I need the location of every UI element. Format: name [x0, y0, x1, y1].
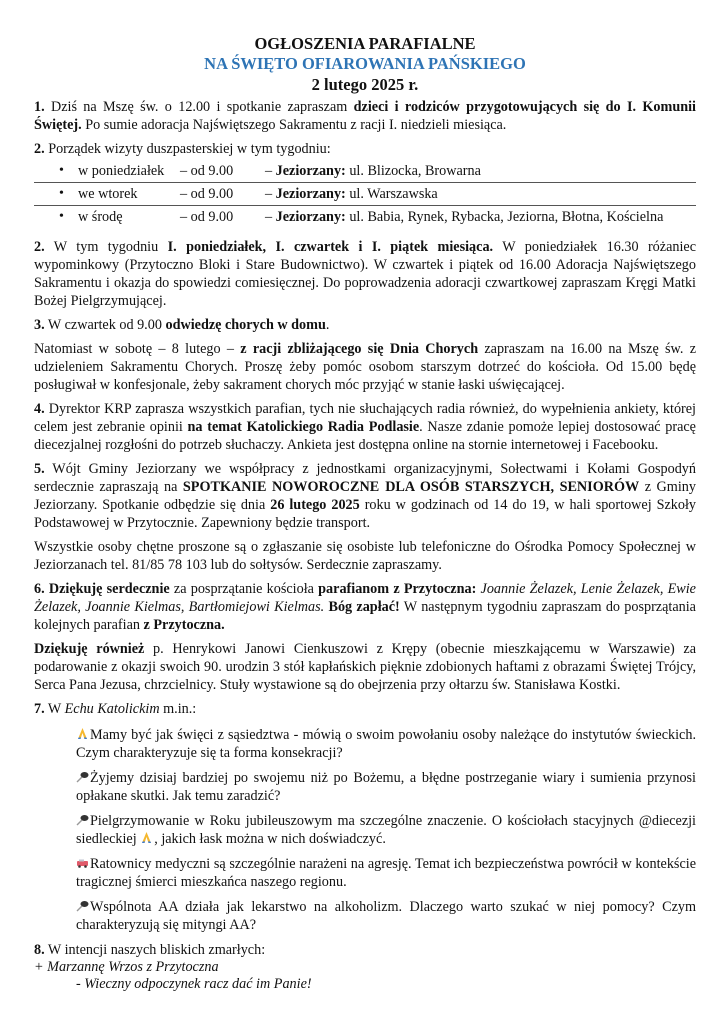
schedule-day: we wtorek	[78, 186, 138, 202]
schedule-place	[265, 183, 438, 205]
event-audience: DLA OSÓB STARSZYCH, SENIORÓW	[385, 479, 640, 495]
announcement-2-first-days	[34, 238, 696, 310]
text: z Gminy Jeziorzany. Spotkanie odbędzie się dnia	[34, 479, 696, 513]
praying-hands-icon	[140, 831, 153, 843]
names-list: Joannie Żelazek, Lenie Żelazek, Ewie Żelazek, Joannie Kielmas, Bartłomiejowi Kielmas.	[34, 581, 696, 615]
text-bold: z racji zbliżającego się Dnia Chorych	[240, 341, 479, 357]
schedule-place	[265, 160, 481, 182]
schedule-day: w środę	[78, 209, 123, 225]
announcements-document	[34, 30, 696, 993]
text: Po sumie adoracja Najświętszego Sakramentu z racji I. niedzieli miesiąca.	[81, 117, 507, 133]
announcement-4	[34, 400, 696, 454]
announcement-6	[34, 580, 696, 634]
text-bold: Dziękuję również	[34, 641, 145, 657]
schedule-place	[265, 206, 663, 228]
visit-schedule	[34, 160, 696, 228]
announcement-number: 4.	[34, 401, 45, 417]
text: W intencji naszych bliskich zmarłych:	[44, 942, 266, 958]
announcement-number: 6. Dziękuję serdecznie	[34, 581, 170, 597]
streets: ul. Blizocka, Browarna	[345, 163, 481, 179]
praying-hands-icon	[76, 727, 89, 739]
schedule-time: – od 9.00	[180, 209, 234, 225]
schedule-time: – od 9.00	[180, 163, 234, 179]
announcement-5	[34, 460, 696, 532]
magazine-topic	[76, 898, 696, 934]
text: za posprzątanie kościoła	[169, 581, 319, 597]
schedule-time: – od 9.00	[180, 186, 234, 202]
announcement-number: 2.	[34, 239, 45, 255]
deceased-name	[34, 959, 696, 976]
pushpin-icon	[76, 770, 89, 782]
text-bold: z Przytoczna.	[143, 617, 225, 633]
village: Jeziorzany:	[275, 186, 346, 202]
text: Wszystkie osoby chętne proszone są o zgłaszanie się osobiste lub telefoniczne do Ośrodka Pomocy Społecznej w Jeziorzanach tel. 81/85 78 103 lub do sołtysów. Serdecznie zapraszamy.	[34, 539, 696, 573]
event-date: 26 lutego 2025	[270, 497, 360, 513]
announcement-number: 2.	[34, 141, 45, 157]
announcement-2-intro	[34, 140, 696, 158]
text-bold: Bóg zapłać!	[324, 599, 400, 615]
magazine-topic	[76, 812, 696, 848]
village: Jeziorzany:	[275, 163, 346, 179]
text-bold: I. poniedziałek, I. czwartek i I. piątek miesiąca.	[167, 239, 494, 255]
text: Ratownicy medyczni są szczególnie narażeni na agresję. Temat ich bezpieczeństwa powrócił w kontekście tragicznej śmierci mieszkańca naszego regionu.	[76, 856, 696, 890]
announcement-3-sick-day	[34, 340, 696, 394]
text: , jakich łask można w nich doświadczyć.	[154, 831, 386, 847]
announcement-number: 3.	[34, 317, 45, 333]
announcement-6-thanks	[34, 640, 696, 694]
streets: ul. Warszawska	[345, 186, 438, 202]
text: . Nasze zdanie pomoże lepiej dostosować pracę diecezjalnej rozgłośni do potrzeb słuchaczy. Ankieta jest dostępna online na stornie internetowej i Facebooku.	[34, 419, 696, 453]
text-bold: dzieci i rodziców przygotowujących się do I. Komunii Świętej.	[34, 99, 696, 133]
announcement-8	[34, 942, 696, 993]
text-bold: odwiedzę chorych w domu	[165, 317, 326, 333]
text: –	[265, 209, 276, 225]
announcement-number: 7.	[34, 701, 45, 717]
text: W czwartek od 9.00	[44, 317, 166, 333]
announcement-number: 5.	[34, 461, 45, 477]
event-name: SPOTKANIE NOWOROCZNE	[182, 479, 380, 495]
text: W	[44, 701, 65, 717]
announcement-3	[34, 316, 696, 334]
magazine-topic	[76, 769, 696, 805]
text: Dziś na Mszę św. o 12.00 i spotkanie zapraszam	[44, 99, 354, 115]
pushpin-icon	[76, 899, 89, 911]
text: zapraszam na 16.00 na Mszę św. z udzieleniem Sakramentu Chorych. Proszę żeby pomóc osobom starszym dotrzeć do kościoła. Od 15.00 będę posługiwał w konfesjonale, żeby sakrament chorych móc przyjąć w stanie łaski uświęcającej.	[34, 341, 696, 393]
announcement-number: 1.	[34, 99, 45, 115]
magazine-name: Echu Katolickim	[64, 701, 160, 717]
text: W następnym tygodniu zapraszam do posprzątania kolejnych parafian	[34, 599, 696, 633]
document-title: OGŁOSZENIA PARAFIALNE	[254, 34, 476, 53]
text: Pielgrzymowanie w Roku jubileuszowym ma szczególne znaczenie. O kościołach stacyjnych @diecezji siedleckiej	[76, 813, 696, 847]
announcement-5-registration	[34, 538, 696, 574]
bullet-icon: •	[59, 186, 64, 201]
announcement-7	[34, 700, 696, 718]
text: –	[265, 163, 276, 179]
announcement-number: 8.	[34, 942, 45, 958]
schedule-row	[34, 160, 696, 183]
text: - Wieczny odpoczynek racz dać im Panie!	[76, 976, 312, 992]
announcement-1	[34, 98, 696, 134]
magazine-topic	[76, 855, 696, 891]
text: p. Henrykowi Janowi Cienkuszowi z Krępy (obecnie mieszkającemu w Warszawie) za podarowanie z okazji swoich 90. urodzin 3 stół kapłańskich pięknie zdobionych haftami z obrazami Świętej Trójcy, Serca Pana Jezusa, chrzcielnicy. Stuły wystawione są do obejrzenia przy ołtarzu św. Stanisława Kostki.	[34, 641, 697, 693]
bullet-icon: •	[59, 209, 64, 224]
document-subtitle: NA ŚWIĘTO OFIAROWANIA PAŃSKIEGO	[204, 54, 526, 73]
text: Żyjemy dzisiaj bardziej po swojemu niż po Bożemu, a błędne postrzeganie wiary i sumienia przynosi opłakane skutki. Jak temu zaradzić?	[76, 770, 696, 804]
text: W tym tygodniu	[44, 239, 168, 255]
pushpin-icon	[76, 813, 89, 825]
streets: ul. Babia, Rynek, Rybacka, Jeziorna, Błotna, Kościelna	[345, 209, 664, 225]
schedule-row	[34, 183, 696, 206]
text: –	[265, 186, 276, 202]
text-bold: parafianom z Przytoczna:	[318, 581, 477, 597]
text: roku w godzinach od 14 do 19, w hali sportowej Szkoły Podstawowej w Przytocznie. Zapewniony będzie transport.	[34, 497, 697, 531]
announcement-8-intro	[34, 942, 696, 959]
text-bold: na temat Katolickiego Radia Podlasie	[187, 419, 420, 435]
text: Mamy być jak święci z sąsiedztwa - mówią o swoim powołaniu osoby należące do instytutów świeckich. Czym charakteryzuje się ta forma konsekracji?	[76, 727, 696, 761]
magazine-topic	[76, 726, 696, 762]
text: m.in.:	[159, 701, 197, 717]
schedule-row	[34, 206, 696, 228]
schedule-day: w poniedziałek	[78, 163, 165, 179]
document-date: 2 lutego 2025 r.	[311, 75, 419, 94]
text: Wspólnota AA działa jak lekarstwo na alkoholizm. Dlaczego warto szukać w niej pomocy? Czym charakteryzują się mityngi AA?	[76, 899, 696, 933]
text: + Marzannę Wrzos z Przytoczna	[34, 959, 219, 975]
text: Wójt Gminy Jeziorzany we współpracy z jednostkami organizacyjnymi, Sołectwami i Kołami Gospodyń serdecznie zapraszają na	[34, 461, 696, 495]
text: W poniedziałek 16.30 różaniec wypominkowy (Przytoczno Bloki i Stare Budownictwo). W czwartek i piątek od 16.00 Adoracja Najświętszego Sakramentu i okazja do spowiedzi comiesięcznej. Do poprowadzenia adoracji czwartkowej zapraszam Kręgi Matki Bożej Pielgrzymującej.	[34, 239, 696, 309]
text: Porządek wizyty duszpasterskiej w tym tygodniu:	[44, 141, 331, 157]
document-header	[34, 34, 696, 95]
magazine-topics	[76, 726, 696, 934]
bullet-icon: •	[59, 163, 64, 178]
prayer-line	[34, 976, 696, 993]
text: Dyrektor KRP zaprasza wszystkich parafian, tych nie słuchających radia również, do wypełnienia ankiety, której celem jest zebranie opinii	[34, 401, 696, 435]
text: Natomiast w sobotę – 8 lutego –	[34, 341, 241, 357]
ambulance-icon	[76, 856, 89, 868]
village: Jeziorzany:	[275, 209, 346, 225]
text: .	[325, 317, 330, 333]
